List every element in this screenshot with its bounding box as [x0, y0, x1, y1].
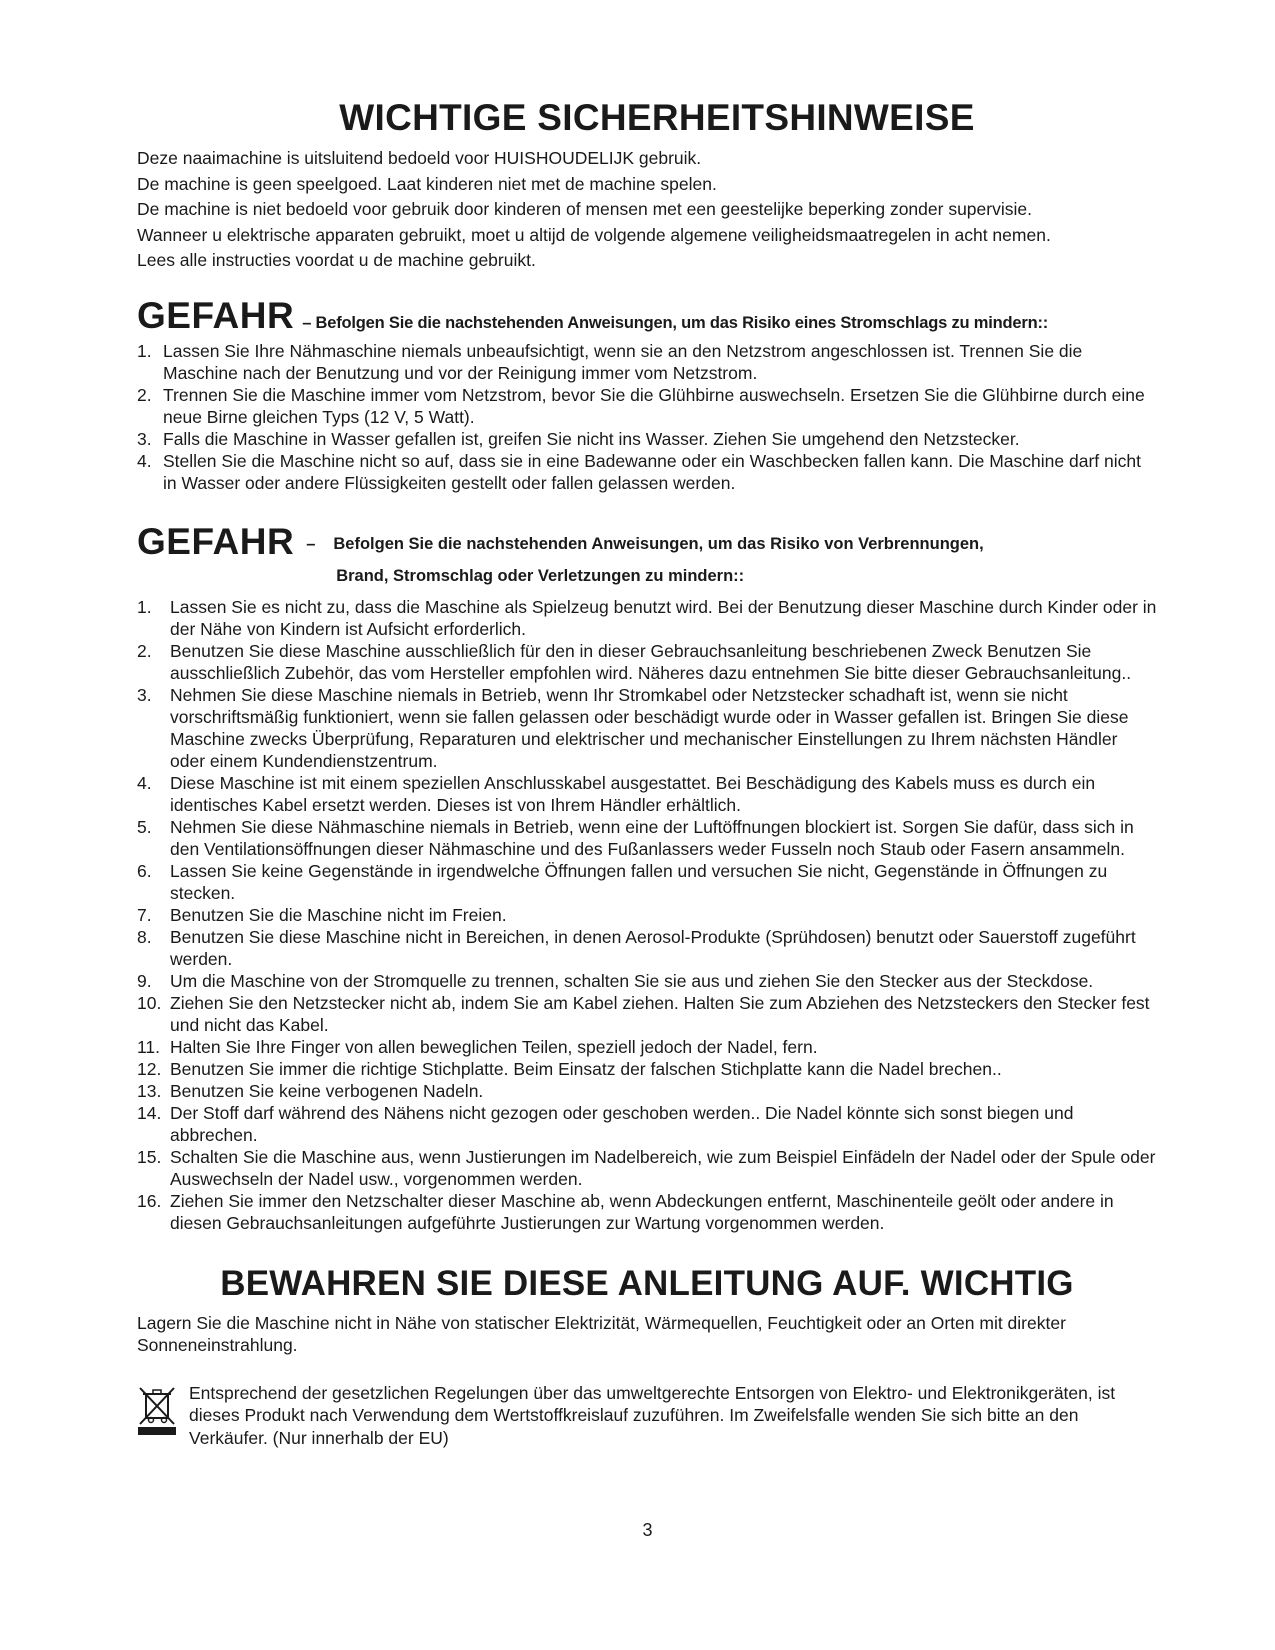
- list-item-text: Benutzen Sie diese Maschine ausschließlich für den in dieser Gebrauchsanleitung beschriebenen Zweck Benutzen Sie ausschließlich Zubehör, das vom Hersteller empfohlen wird. Näheres dazu entnehmen Sie bitte dieser Gebrauchsanleitung..: [170, 640, 1132, 683]
- gefahr-list-1: [137, 340, 1157, 494]
- gefahr-list-2: [137, 596, 1157, 1234]
- disposal-section: [137, 1382, 1157, 1450]
- gefahr-subtitle: [306, 522, 984, 592]
- list-item-text: Diese Maschine ist mit einem speziellen Anschlusskabel ausgestattet. Bei Beschädigung des Kabels muss es durch ein identisches Kabel ersetzt werden. Dieses ist von Ihrem Händler erhältlich.: [170, 772, 1096, 815]
- list-item-text: Lassen Sie keine Gegenstände in irgendwelche Öffnungen fallen und versuchen Sie nicht, Gegenstände in Öffnungen zu stecken.: [170, 860, 1108, 903]
- document-page: [137, 96, 1157, 1449]
- list-item: [137, 1146, 1157, 1190]
- list-item-number: 1.: [137, 340, 152, 361]
- list-item: [137, 772, 1157, 816]
- list-item-number: 5.: [137, 816, 152, 837]
- crossed-bin-icon: [137, 1382, 189, 1450]
- list-item-text: Schalten Sie die Maschine aus, wenn Justierungen im Nadelbereich, wie zum Beispiel Einfädeln der Nadel oder der Spule oder Auswechseln der Nadel usw., vorgenommen werden.: [170, 1146, 1156, 1189]
- list-item-text: Benutzen Sie diese Maschine nicht in Bereichen, in denen Aerosol-Produkte (Sprühdosen) benutzt oder Sauerstoff zugeführt werden.: [170, 926, 1136, 969]
- list-item-text: Der Stoff darf während des Nähens nicht gezogen oder geschoben werden.. Die Nadel könnte sich sonst biegen und abbrechen.: [170, 1102, 1074, 1145]
- list-item: [137, 1058, 1157, 1080]
- list-item-number: 11.: [137, 1036, 161, 1057]
- gefahr-subtitle-line: Brand, Stromschlag oder Verletzungen zu mindern::: [336, 566, 745, 585]
- gefahr-heading-1: [137, 296, 1157, 336]
- list-item-number: 9.: [137, 970, 152, 991]
- list-item-text: Lassen Sie Ihre Nähmaschine niemals unbeaufsichtigt, wenn sie an den Netzstrom angeschlossen ist. Trennen Sie die Maschine nach der Benutzung und vor der Reinigung immer vom Netzstrom.: [163, 340, 1083, 383]
- storage-text: Lagern Sie die Maschine nicht in Nähe von statischer Elektrizität, Wärmequellen, Feuchtigkeit oder an Orten mit direkter Sonneneinstrahlung.: [137, 1312, 1066, 1355]
- list-item: [137, 340, 1157, 384]
- list-item-number: 4.: [137, 450, 152, 471]
- list-item: [137, 1036, 1157, 1058]
- list-item-number: 10.: [137, 992, 162, 1013]
- list-item-text: Lassen Sie es nicht zu, dass die Maschine als Spielzeug benutzt wird. Bei der Benutzung dieser Maschine durch Kinder oder in der Nähe von Kindern ist Aufsicht erforderlich.: [170, 596, 1157, 639]
- list-item-number: 8.: [137, 926, 152, 947]
- list-item-text: Um die Maschine von der Stromquelle zu trennen, schalten Sie sie aus und ziehen Sie den Stecker aus der Steckdose.: [170, 970, 1094, 991]
- list-item-number: 1.: [137, 596, 152, 617]
- list-item: [137, 384, 1157, 428]
- list-item-text: Falls die Maschine in Wasser gefallen ist, greifen Sie nicht ins Wasser. Ziehen Sie umgehend den Netzstecker.: [163, 428, 1020, 449]
- list-item: [137, 1102, 1157, 1146]
- list-item-number: 13.: [137, 1080, 162, 1101]
- intro-line: De machine is geen speelgoed. Laat kinderen niet met de machine spelen.: [137, 173, 717, 194]
- page-number: 3: [642, 1520, 653, 1540]
- list-item: [137, 860, 1157, 904]
- list-item-number: 6.: [137, 860, 152, 881]
- list-item-number: 15.: [137, 1146, 162, 1167]
- intro-section: [137, 146, 1157, 274]
- list-item: [137, 926, 1157, 970]
- gefahr-heading-2: [137, 522, 1157, 592]
- gefahr-word: GEFAHR: [137, 294, 295, 336]
- gefahr-subtitle: – Befolgen Sie die nachstehenden Anweisungen, um das Risiko eines Stromschlags zu mindern::: [302, 313, 1049, 332]
- list-item: [137, 1190, 1157, 1234]
- intro-line: Deze naaimachine is uitsluitend bedoeld voor HUISHOUDELIJK gebruik.: [137, 148, 702, 168]
- list-item: [137, 816, 1157, 860]
- intro-line: Lees alle instructies voordat u de machine gebruikt.: [137, 250, 536, 270]
- list-item-text: Halten Sie Ihre Finger von allen beweglichen Teilen, speziell jedoch der Nadel, fern.: [170, 1036, 818, 1057]
- save-heading: BEWAHREN SIE DIESE ANLEITUNG AUF. WICHTIG: [220, 1263, 1074, 1303]
- list-item: [137, 450, 1157, 494]
- list-item-text: Stellen Sie die Maschine nicht so auf, dass sie in eine Badewanne oder ein Waschbecken fallen kann. Die Maschine darf nicht in Wasser oder andere Flüssigkeiten gestellt oder fallen gelassen werden.: [163, 450, 1141, 493]
- intro-line: De machine is niet bedoeld voor gebruik door kinderen of mensen met een geestelijke beperking zonder supervisie.: [137, 199, 1032, 219]
- list-item-number: 7.: [137, 904, 152, 925]
- list-item-text: Ziehen Sie immer den Netzschalter dieser Maschine ab, wenn Abdeckungen entfernt, Maschinenteile geölt oder andere in diesen Gebrauchsanleitungen aufgeführte Justierungen zur Wartung vorgenommen werden.: [170, 1190, 1114, 1233]
- list-item-text: Benutzen Sie keine verbogenen Nadeln.: [170, 1080, 484, 1101]
- list-item-number: 16.: [137, 1190, 162, 1211]
- list-item-text: Benutzen Sie die Maschine nicht im Freien.: [170, 904, 507, 925]
- gefahr-subtitle-line: Befolgen Sie die nachstehenden Anweisungen, um das Risiko von Verbrennungen,: [333, 534, 984, 553]
- page-title: WICHTIGE SICHERHEITSHINWEISE: [339, 97, 975, 138]
- list-item-text: Nehmen Sie diese Nähmaschine niemals in Betrieb, wenn eine der Luftöffnungen blockiert ist. Sorgen Sie dafür, dass sich in den Ventilationsöffnungen dieser Nähmaschine und des Fußanlassers weder Fusseln noch Staub oder Fasern ansammeln.: [170, 816, 1134, 859]
- list-item-number: 12.: [137, 1058, 162, 1079]
- list-item: [137, 596, 1157, 640]
- list-item: [137, 904, 1157, 926]
- list-item-number: 3.: [137, 428, 152, 449]
- list-item: [137, 970, 1157, 992]
- list-item: [137, 1080, 1157, 1102]
- gefahr-word: GEFAHR: [137, 520, 295, 562]
- list-item-text: Ziehen Sie den Netzstecker nicht ab, indem Sie am Kabel ziehen. Halten Sie zum Abziehen des Netzsteckers den Stecker fest und nicht das Kabel.: [170, 992, 1150, 1035]
- list-item: [137, 640, 1157, 684]
- list-item: [137, 428, 1157, 450]
- list-item-number: 3.: [137, 684, 152, 705]
- gefahr-dash: –: [306, 534, 316, 553]
- list-item-number: 2.: [137, 384, 152, 405]
- list-item-number: 14.: [137, 1102, 162, 1123]
- list-item: [137, 684, 1157, 772]
- list-item-text: Trennen Sie die Maschine immer vom Netzstrom, bevor Sie die Glühbirne auswechseln. Ersetzen Sie die Glühbirne durch eine neue Birne gleichen Typs (12 V, 5 Watt).: [163, 384, 1145, 427]
- disposal-text: Entsprechend der gesetzlichen Regelungen über das umweltgerechte Entsorgen von Elektro- und Elektronikgeräten, ist dieses Produkt nach Verwendung dem Wertstoffkreislauf zuzuführen. Im Zweifelsfalle wenden Sie sich bitte an den Verkäufer. (Nur innerhalb der EU): [189, 1382, 1116, 1448]
- intro-line: Wanneer u elektrische apparaten gebruikt, moet u altijd de volgende algemene veiligheidsmaatregelen in acht nemen.: [137, 224, 1051, 245]
- list-item-text: Benutzen Sie immer die richtige Stichplatte. Beim Einsatz der falschen Stichplatte kann die Nadel brechen..: [170, 1058, 1002, 1079]
- list-item-text: Nehmen Sie diese Maschine niemals in Betrieb, wenn Ihr Stromkabel oder Netzstecker schadhaft ist, wenn sie nicht vorschriftsmäßig funktioniert, wenn sie fallen gelassen oder beschädigt wurde oder in Wasser gefallen ist. Bringen Sie diese Maschine zwecks Überprüfung, Reparaturen und elektrischer und mechanischer Einstellungen zu Ihrem nächsten Händler oder einem Kundendienstzentrum.: [170, 684, 1129, 771]
- list-item-number: 2.: [137, 640, 152, 661]
- list-item-number: 4.: [137, 772, 152, 793]
- list-item: [137, 992, 1157, 1036]
